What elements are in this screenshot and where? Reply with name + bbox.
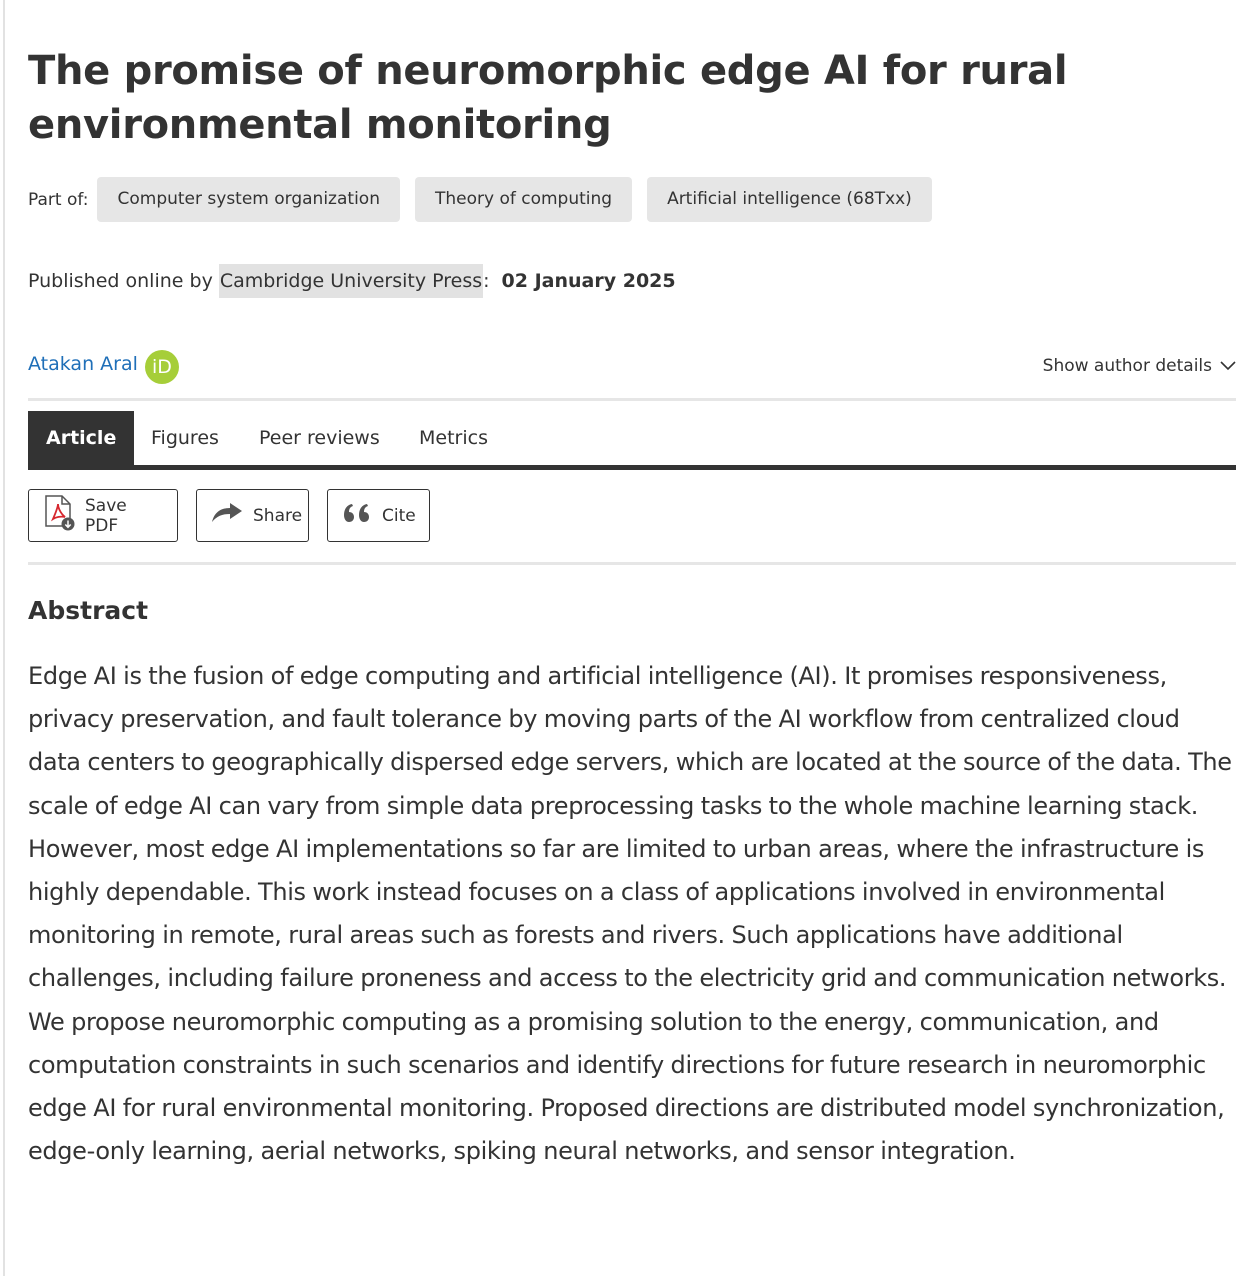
author-row — [28, 350, 1236, 384]
tab-peer-reviews[interactable]: Peer reviews — [259, 427, 380, 449]
chevron-down-icon — [1220, 356, 1236, 376]
tab-article[interactable]: Article — [28, 411, 134, 465]
show-author-details-toggle[interactable] — [1043, 356, 1236, 376]
save-pdf-button[interactable] — [28, 489, 178, 542]
divider — [28, 398, 1236, 401]
tab-figures[interactable]: Figures — [151, 427, 219, 449]
quote-icon — [342, 503, 382, 528]
published-date: 02 January 2025 — [501, 270, 676, 292]
part-of-label: Part of: — [28, 189, 89, 210]
subject-chip-theory-of-computing[interactable]: Theory of computing — [415, 177, 632, 222]
show-author-details-label: Show author details — [1042, 356, 1212, 376]
save-pdf-label: Save PDF — [85, 495, 127, 536]
subject-chips — [28, 177, 947, 222]
subject-chip-computer-system-organization[interactable]: Computer system organization — [97, 177, 399, 222]
tab-metrics[interactable]: Metrics — [419, 427, 488, 449]
orcid-icon[interactable]: iD — [145, 350, 179, 384]
cite-label: Cite — [382, 505, 416, 526]
cite-button[interactable] — [327, 489, 430, 542]
publication-info — [28, 264, 676, 298]
left-border — [3, 0, 5, 1276]
divider — [28, 562, 1236, 565]
publisher-link[interactable]: Cambridge University Press — [219, 264, 483, 298]
share-arrow-icon — [211, 502, 253, 529]
pdf-download-icon — [43, 495, 85, 536]
published-colon: : — [483, 270, 490, 292]
share-label: Share — [253, 505, 303, 526]
article-tabs — [28, 411, 1236, 465]
abstract-heading: Abstract — [28, 596, 149, 625]
share-button[interactable] — [196, 489, 309, 542]
author-link[interactable]: Atakan Aral — [28, 353, 138, 375]
tab-underline — [28, 465, 1236, 470]
subject-chip-artificial-intelligence[interactable]: Artificial intelligence (68Txx) — [647, 177, 932, 222]
article-title: The promise of neuromorphic edge AI for rural environmental monitoring — [28, 48, 1068, 148]
published-prefix: Published online by — [28, 270, 213, 292]
abstract-text: Edge AI is the fusion of edge computing and artificial intelligence (AI). It promises responsiveness, privacy preservation, and fault tolerance by moving parts of the AI workflow from centralized cloud data centers to geographically dispersed edge servers, which are located at the source of the data. The scale of edge AI can vary from simple data preprocessing tasks to the whole machine learning stack. However, most edge AI implementations so far are limited to urban areas, where the infrastructure is highly dependable. This work instead focuses on a class of applications involved in environmental monitoring in remote, rural areas such as forests and rivers. Such applications have additional challenges, including failure proneness and access to the electricity grid and communication networks. We propose neuromorphic computing as a promising solution to the energy, communication, and computation constraints in such scenarios and identify directions for future research in neuromorphic edge AI for rural environmental monitoring. Proposed directions are distributed model synchronization, edge-only learning, aerial networks, spiking neural networks, and sensor integration. — [28, 662, 1232, 1166]
